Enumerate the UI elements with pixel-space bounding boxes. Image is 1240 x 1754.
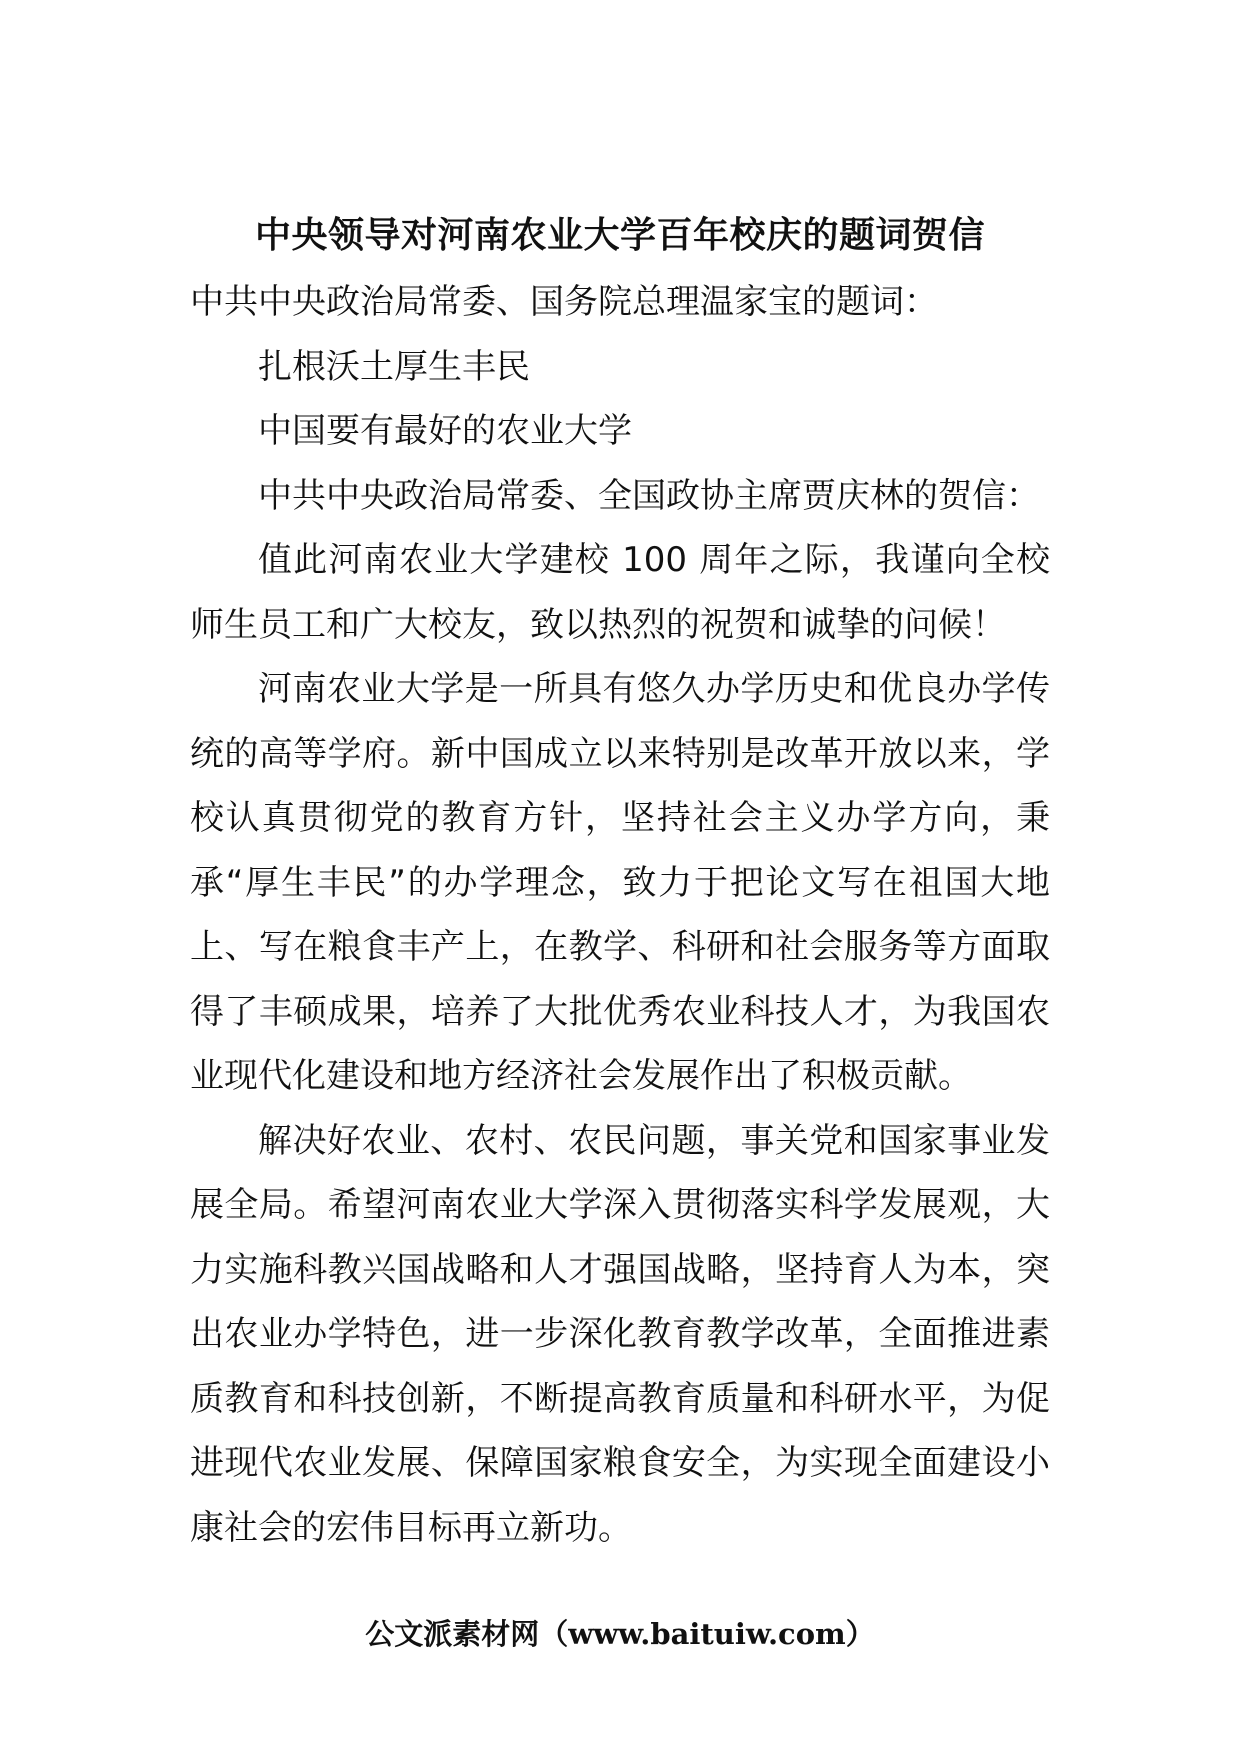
paragraph-inscription-line-1: 扎根沃土厚生丰民 bbox=[258, 346, 530, 387]
paragraph-jia-letter-intro: 中共中央政治局常委、全国政协主席贾庆林的贺信： bbox=[258, 475, 1040, 516]
paragraph-congratulations: 值此河南农业大学建校 100 周年之际，我谨向全校师生员工和广大校友，致以热烈的祝贺和诚挚的问候！ bbox=[190, 540, 1050, 645]
paragraph-expectations: 解决好农业、农村、农民问题，事关党和国家事业发展全局。希望河南农业大学深入贯彻落实科学发展观，大力实施科教兴国战略和人才强国战略，坚持育人为本，突出农业办学特色，进一步深化教育教学改革，全面推进素质教育和科技创新，不断提高教育质量和科研水平，为促进现代农业发展、保障国家粮食安全，为实现全面建设小康社会的宏伟目标再立新功。 bbox=[190, 1120, 1050, 1548]
footer-source: 公文派素材网（www.baituiw.com） bbox=[365, 1617, 875, 1651]
document-body bbox=[190, 270, 1050, 1560]
paragraph-inscription-line-2: 中国要有最好的农业大学 bbox=[258, 411, 632, 451]
document-title: 中央领导对河南农业大学百年校庆的题词贺信 bbox=[254, 215, 985, 256]
paragraph-wen-inscription-intro: 中共中央政治局常委、国务院总理温家宝的题词： bbox=[190, 282, 938, 322]
paragraph-university-history: 河南农业大学是一所具有悠久办学历史和优良办学传统的高等学府。新中国成立以来特别是改革开放以来，学校认真贯彻党的教育方针，坚持社会主义办学方向，秉承“厚生丰民”的办学理念，致力于把论文写在祖国大地上、写在粮食丰产上，在教学、科研和社会服务等方面取得了丰硕成果，培养了大批优秀农业科技人才，为我国农业现代化建设和地方经济社会发展作出了积极贡献。 bbox=[190, 669, 1050, 1096]
